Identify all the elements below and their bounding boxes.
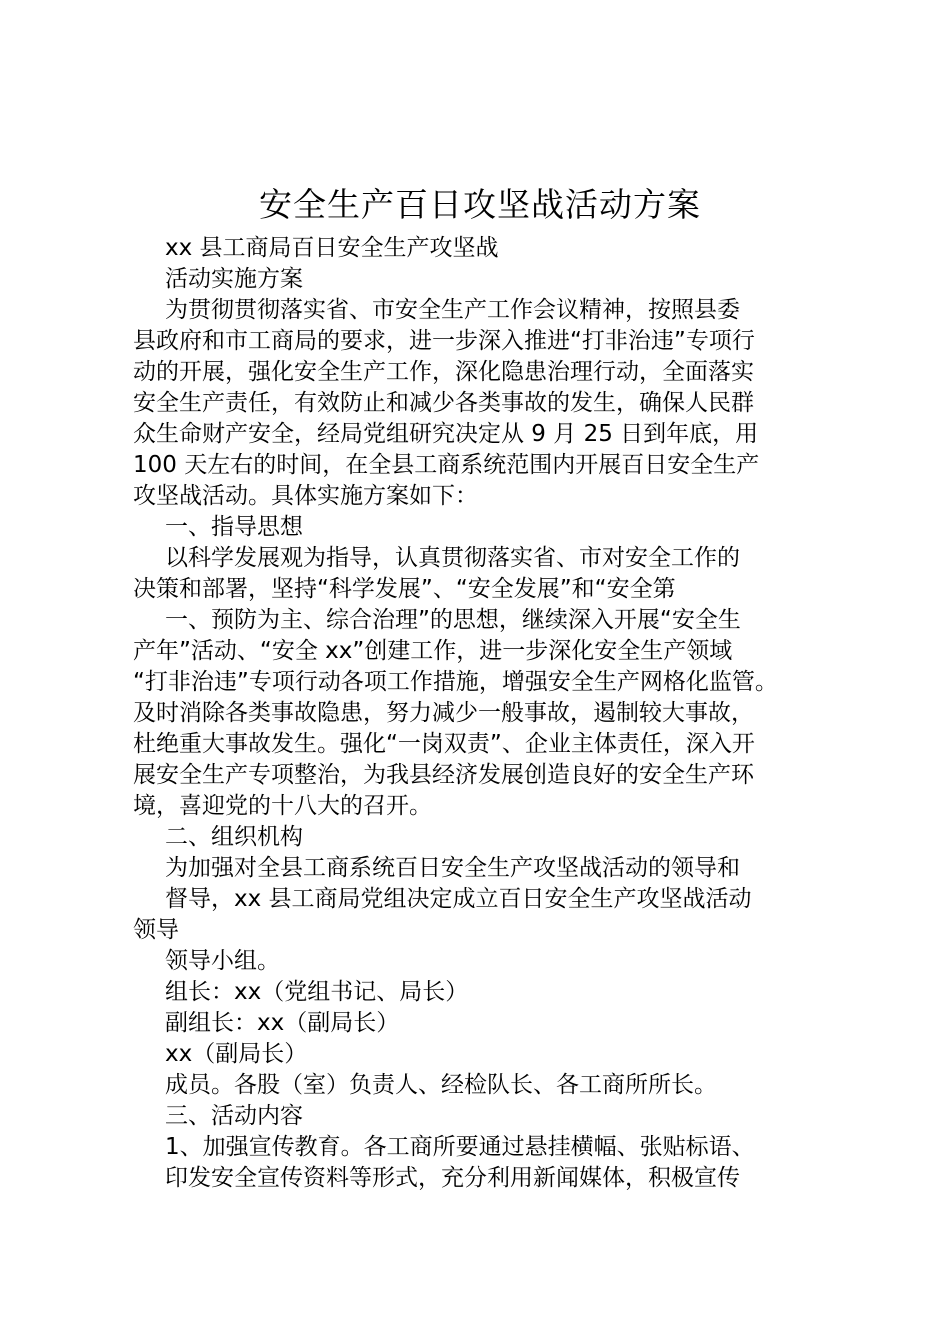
document-line: 为加强对全县工商系统百日安全生产攻坚战活动的领导和 bbox=[165, 855, 740, 881]
document-line: 决策和部署，坚持“科学发展”、“安全发展”和“安全第 bbox=[133, 576, 676, 602]
document-line: 以科学发展观为指导，认真贯彻落实省、市对安全工作的 bbox=[165, 545, 740, 571]
document-line: 及时消除各类事故隐患，努力减少一般事故，遏制较大事故， bbox=[133, 700, 754, 726]
document-line: “打非治违”专项行动各项工作措施，增强安全生产网格化监管。 bbox=[133, 669, 778, 695]
document-line: 安全生产责任，有效防止和减少各类事故的发生，确保人民群 bbox=[133, 390, 754, 416]
document-line: 100 天左右的时间，在全县工商系统范围内开展百日安全生产 bbox=[133, 452, 760, 478]
document-line: 三、活动内容 bbox=[165, 1103, 303, 1129]
document-line: xx（副局长） bbox=[165, 1041, 308, 1067]
document-line: 督导，xx 县工商局党组决定成立百日安全生产攻坚战活动 bbox=[165, 886, 752, 912]
document-line: 副组长：xx（副局长） bbox=[165, 1010, 400, 1036]
document-title: 安全生产百日攻坚战活动方案 bbox=[259, 185, 701, 224]
document-line: 印发安全宣传资料等形式，充分利用新闻媒体，积极宣传 bbox=[165, 1165, 740, 1191]
document-line: 一、预防为主、综合治理”的思想，继续深入开展“安全生 bbox=[165, 607, 741, 633]
document-line: 一、指导思想 bbox=[165, 514, 303, 540]
document-line: 组长：xx（党组书记、局长） bbox=[165, 979, 469, 1005]
document-line: 1、加强宣传教育。各工商所要通过悬挂横幅、张贴标语、 bbox=[165, 1134, 755, 1160]
document-line: 成员。各股（室）负责人、经检队长、各工商所所长。 bbox=[165, 1072, 717, 1098]
document-line: 为贯彻贯彻落实省、市安全生产工作会议精神，按照县委 bbox=[165, 297, 740, 323]
document-line: 产年”活动、“安全 xx”创建工作，进一步深化安全生产领域 bbox=[133, 638, 733, 664]
document-line: 县政府和市工商局的要求，进一步深入推进“打非治违”专项行 bbox=[133, 328, 755, 354]
document-line: 二、组织机构 bbox=[165, 824, 303, 850]
document-line: 杜绝重大事故发生。强化“一岗双责”、企业主体责任，深入开 bbox=[133, 731, 755, 757]
document-line: 动的开展，强化安全生产工作，深化隐患治理行动，全面落实 bbox=[133, 359, 754, 385]
document-line: xx 县工商局百日安全生产攻坚战 bbox=[165, 235, 499, 261]
document-line: 展安全生产专项整治，为我县经济发展创造良好的安全生产环 bbox=[133, 762, 754, 788]
document-line: 领导小组。 bbox=[165, 948, 280, 974]
document-line: 攻坚战活动。具体实施方案如下： bbox=[133, 483, 478, 509]
document-line: 活动实施方案 bbox=[165, 266, 303, 292]
document-line: 境，喜迎党的十八大的召开。 bbox=[133, 793, 432, 819]
document-line: 众生命财产安全，经局党组研究决定从 9 月 25 日到年底，用 bbox=[133, 421, 759, 447]
document-line: 领导 bbox=[133, 917, 179, 943]
